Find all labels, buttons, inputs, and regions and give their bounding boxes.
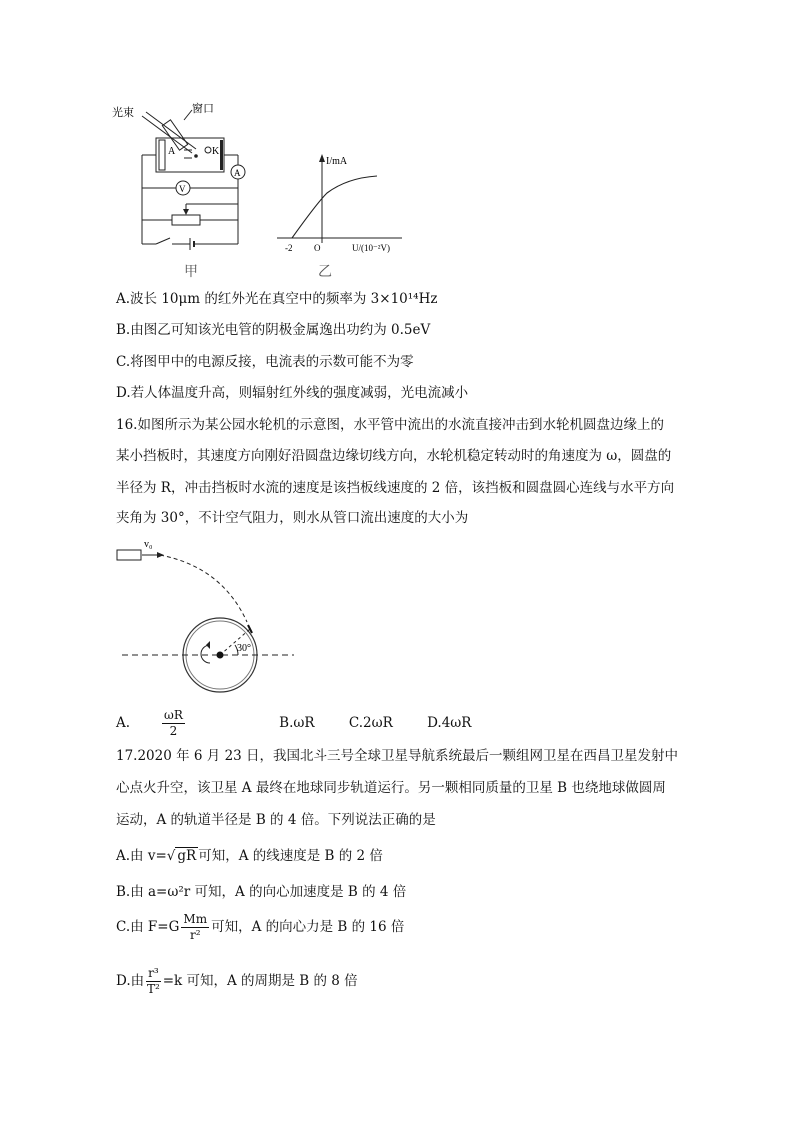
q15-option-a: A.波长 10μm 的红外光在真空中的频率为 3×10¹⁴Hz [116,291,438,307]
light-label: 光束 [112,107,134,119]
graph-origin: O [314,243,321,253]
q15-option-d: D.若人体温度升高，则辐射红外线的强度减弱，光电流减小 [116,385,469,401]
q16-stem-line2: 某小挡板时，其速度方向刚好沿圆盘边缘切线方向，水轮机稳定转动时的角速度为 ω，圆盘的 [116,448,672,464]
graph-x-label: U/(10⁻²V) [352,243,390,253]
q17-option-d-post: =k 可知，A 的周期是 B 的 8 倍 [162,973,358,989]
q15-option-b: B.由图乙可知该光电管的阴极金属逸出功约为 0.5eV [116,322,431,338]
q17-option-a-sqrt: gR [177,848,197,864]
q16-option-a-num: ωR [164,708,183,722]
electrode-a-label: A [168,146,176,157]
q16-stem-line3: 半径为 R，冲击挡板时水流的速度是该挡板线速度的 2 倍，该挡板和圆盘圆心连线与水平方向 [116,480,675,496]
water-wheel-figure [112,537,297,697]
q17-option-d-fraction [146,966,161,997]
graph-tick-neg2: -2 [285,243,293,253]
window-label: 窗口 [192,103,214,115]
voltmeter-label: V [179,184,186,194]
q17-option-a [116,846,383,866]
q17-option-c-post: 可知，A 的向心力是 B 的 16 倍 [211,919,405,935]
q17-option-c-num: Mm [183,912,208,926]
q17-option-d [116,966,358,997]
circuit-and-graph-figure [112,98,412,283]
q17-stem-line3: 运动，A 的轨道半径是 B 的 4 倍。下列说法正确的是 [116,812,436,828]
q16-options [116,708,501,739]
q16-stem-line1: 16.如图所示为某公园水轮机的示意图，水平管中流出的水流直接冲击到水轮机圆盘边缘上的 [116,417,664,433]
q16-option-a-prefix: A. [116,715,131,731]
q17-option-d-pre: D.由 [116,973,145,989]
q17-option-c [116,912,404,943]
q16-option-a-fraction [162,708,215,739]
q17-option-b: B.由 a=ω²r 可知，A 的向心加速度是 B 的 4 倍 [116,884,407,900]
q17-option-c-pre: C.由 F=G [116,919,180,935]
q17-option-c-fraction [181,912,209,943]
q17-option-d-den: T² [147,982,160,996]
q17-option-d-num: r³ [148,966,159,980]
angle-30-label: 30° [237,643,251,654]
q16-stem-line4: 夹角为 30°，不计空气阻力，则水从管口流出速度的大小为 [116,510,469,526]
v0-label: v₀ [144,539,153,550]
graph-y-label: I/mA [326,156,348,167]
q15-option-c: C.将图甲中的电源反接，电流表的示数可能不为零 [116,354,414,370]
q16-option-a-den: 2 [169,724,178,738]
caption-yi: 乙 [318,265,332,280]
q17-option-a-pre: A.由 v= [116,848,167,864]
q17-stem-line1: 17.2020 年 6 月 23 日，我国北斗三号全球卫星导航系统最后一颗组网卫星在西昌卫星发射中 [116,748,679,764]
ammeter-label: A [234,168,241,178]
q16-option-c: C.2ωR [348,715,393,731]
q16-option-b: B.ωR [279,715,315,731]
sqrt-sign: √ [166,848,176,864]
caption-jia: 甲 [184,265,198,280]
switch-k-label: K [212,146,220,157]
q17-option-a-post: 可知，A 的线速度是 B 的 2 倍 [198,848,383,864]
q17-option-c-den: r² [189,928,201,942]
q17-stem-line2: 心点火升空，该卫星 A 最终在地球同步轨道运行。另一颗相同质量的卫星 B 也绕地球做圆周 [116,780,666,796]
q16-option-d: D.4ωR [427,715,472,731]
